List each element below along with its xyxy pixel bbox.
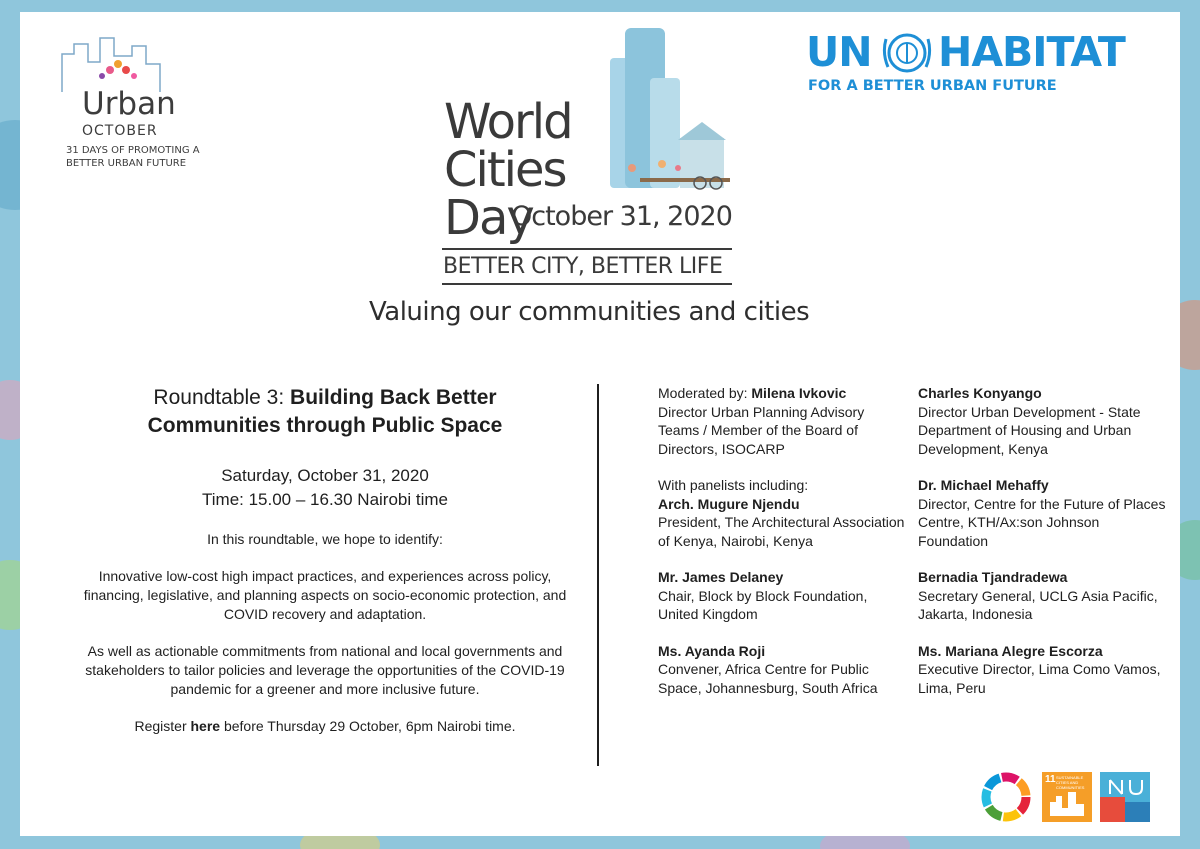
panelist-item — [918, 568, 1168, 624]
panel-column-2 — [918, 384, 1168, 715]
panelist-item — [918, 476, 1168, 550]
panelist-role: Chair, Block by Block Foundation, United Kingdom — [658, 587, 868, 622]
city-icon — [1042, 772, 1092, 822]
panel-intro: With panelists including: — [658, 477, 809, 493]
register-line — [60, 717, 590, 736]
urban-october-month: OCTOBER — [82, 123, 158, 139]
un-habitat-logo — [806, 28, 1126, 98]
moderator-block — [658, 384, 908, 458]
divider-line — [442, 248, 732, 250]
register-suffix: before Thursday 29 October, 6pm Nairobi time. — [220, 718, 516, 734]
panelist-role: Director, Centre for the Future of Places Centre, KTH/Ax:son Johnson Foundation — [918, 495, 1166, 549]
urban-october-logo — [32, 34, 202, 184]
urban-october-title: Urban — [82, 86, 176, 122]
panelist-role: Executive Director, Lima Como Vamos, Lima, Peru — [918, 661, 1161, 696]
panelist-role: Convener, Africa Centre for Public Space, Johannesburg, South Africa — [658, 661, 878, 696]
sdg11-text: SUSTAINABLE CITIES AND COMMUNITIES — [1056, 775, 1085, 790]
roundtable-title — [60, 384, 590, 440]
panelist-name: Ms. Mariana Alegre Escorza — [918, 642, 1103, 659]
city-outline-icon — [52, 34, 182, 94]
sdg11-number: 11 — [1045, 774, 1056, 785]
wcd-word-day: Day — [444, 190, 533, 246]
roundtable-info — [60, 384, 590, 736]
divider-line — [442, 283, 732, 285]
nua-logo — [1100, 772, 1150, 822]
un-habitat-name-left: UN — [806, 28, 872, 76]
sdg-wheel-icon — [980, 771, 1032, 823]
panelist-name: Bernadia Tjandradewa — [918, 569, 1068, 585]
panelist-item — [658, 642, 908, 698]
roundtable-prefix: Roundtable 3: — [153, 386, 291, 409]
roundtable-para1: Innovative low-cost high impact practices, and experiences across policy, financing, legislative, and planning aspects on socio-economic protection, and COVID recovery and adaptation. — [83, 568, 567, 622]
panelist-item — [658, 495, 908, 551]
un-habitat-name-right: HABITAT — [938, 28, 1125, 76]
urban-october-subtitle: 31 DAYS OF PROMOTING A BETTER URBAN FUTURE — [66, 145, 200, 169]
roundtable-para2: As well as actionable commitments from national and local governments and stakeholders to tailor policies and leverage the opportunities of the COVID-19 pandemic for a greener and more inclusive future. — [85, 643, 565, 697]
event-tagline: BETTER CITY, BETTER LIFE — [443, 254, 723, 279]
roundtable-date: Saturday, October 31, 2020 — [221, 466, 429, 485]
panel-column-1 — [658, 384, 908, 715]
nua-icon — [1100, 772, 1150, 822]
roundtable-title-line1: Building Back Better — [290, 386, 497, 409]
column-divider — [597, 384, 599, 766]
sdg11-logo — [1042, 772, 1092, 822]
panelist-item — [918, 642, 1168, 698]
panelist-role: President, The Architectural Association of Kenya, Nairobi, Kenya — [658, 514, 905, 549]
register-link[interactable]: here — [190, 718, 221, 734]
panelist-name: Ms. Ayanda Roji — [658, 642, 766, 659]
roundtable-title-line2: Communities through Public Space — [147, 414, 503, 437]
un-habitat-tagline: FOR A BETTER URBAN FUTURE — [808, 78, 1057, 94]
panelist-name: Arch. Mugure Njendu — [658, 495, 800, 512]
moderator-label: Moderated by: — [658, 385, 752, 401]
wcd-word-cities: Cities — [444, 142, 566, 198]
roundtable-schedule — [60, 464, 590, 512]
event-theme: Valuing our communities and cities — [369, 297, 810, 327]
panelist-name: Dr. Michael Mehaffy — [918, 477, 1049, 493]
panelist-name: Mr. James Delaney — [658, 569, 784, 585]
moderator-name: Milena Ivkovic — [751, 385, 847, 401]
city-buildings-illustration — [580, 18, 740, 198]
panelist-item — [918, 384, 1168, 458]
panelist-name: Charles Konyango — [918, 385, 1042, 401]
register-prefix: Register — [134, 718, 191, 734]
panelist-item — [658, 568, 908, 624]
roundtable-time: Time: 15.00 – 16.30 Nairobi time — [202, 490, 448, 509]
panelist-role: Secretary General, UCLG Asia Pacific, Jakarta, Indonesia — [918, 587, 1158, 622]
moderator-role: Director Urban Planning Advisory Teams / Member of the Board of Directors, ISOCARP — [658, 403, 865, 457]
panelist-role: Director Urban Development - State Department of Housing and Urban Development, Kenya — [918, 403, 1141, 457]
wcd-word-world: World — [444, 94, 572, 150]
un-emblem-icon — [880, 31, 934, 75]
roundtable-intro: In this roundtable, we hope to identify: — [207, 531, 443, 547]
event-date: October 31, 2020 — [511, 201, 732, 232]
